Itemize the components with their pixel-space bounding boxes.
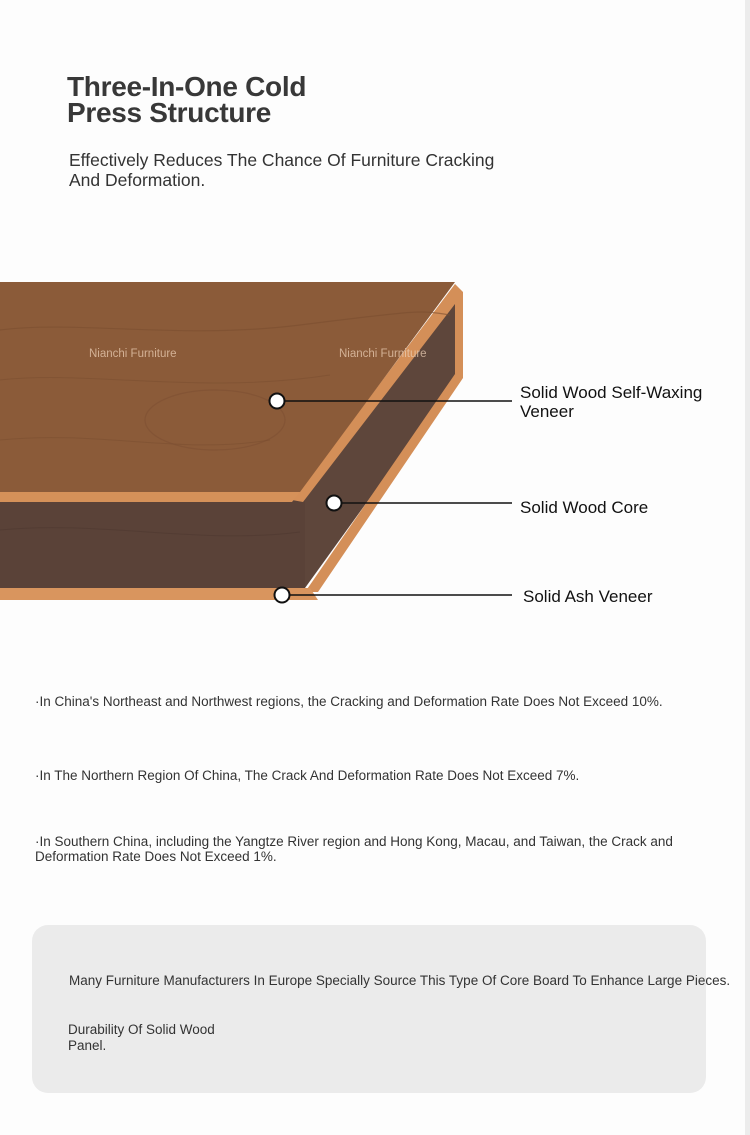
layer-label-solid-wood-core: Solid Wood Core — [520, 498, 649, 517]
fact-northeast-northwest: ·In China's Northeast and Northwest regions, the Cracking and Deformation Rate Does Not Exceed 10%. — [35, 694, 663, 709]
fact-northern-region: ·In The Northern Region Of China, The Crack And Deformation Rate Does Not Exceed 7%. — [35, 768, 580, 783]
note-text-durability: Durability Of Solid Wood Panel. — [68, 1022, 215, 1053]
callout-dot-veneer — [270, 394, 285, 409]
board-illustration — [0, 270, 750, 630]
watermark-right: Nianchi Furniture — [339, 348, 427, 360]
callout-dot-core — [327, 496, 342, 511]
page-subtitle: Effectively Reduces The Chance Of Furniture Cracking And Deformation. — [69, 150, 495, 190]
top-veneer-edge — [0, 492, 300, 502]
fact-southern-china: ·In Southern China, including the Yangtze River region and Hong Kong, Macau, and Taiwan, the Crack and Deformation Rate Does Not Exceed 1%. — [35, 834, 673, 864]
watermark-left: Nianchi Furniture — [89, 348, 177, 360]
note-panel — [32, 925, 706, 1093]
note-text-manufacturers: Many Furniture Manufacturers In Europe Specially Source This Type Of Core Board To Enhance Large Pieces. — [69, 973, 731, 988]
callout-dot-ash — [275, 588, 290, 603]
layer-label-self-waxing-veneer: Solid Wood Self-Waxing Veneer — [520, 383, 703, 421]
board-cross-section — [0, 270, 750, 630]
core-front-face — [0, 498, 305, 588]
layer-label-ash-veneer: Solid Ash Veneer — [523, 587, 653, 606]
page-title: Three-In-One Cold Press Structure — [67, 71, 307, 128]
edge-band-bottom — [0, 588, 318, 600]
